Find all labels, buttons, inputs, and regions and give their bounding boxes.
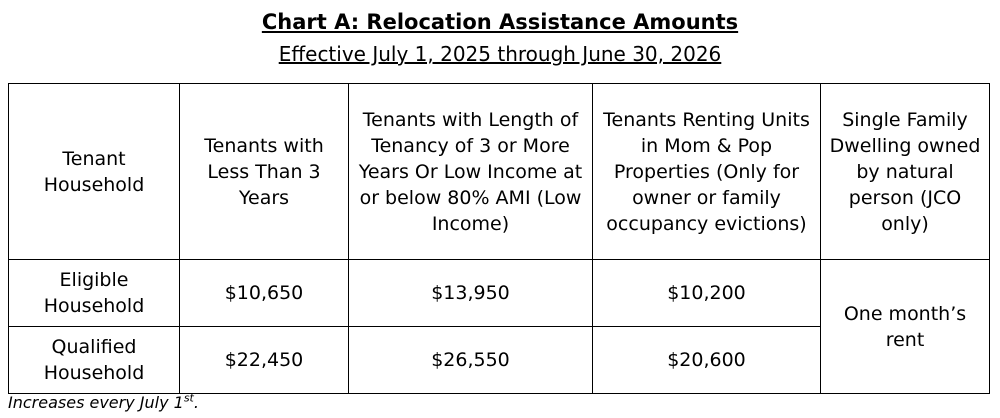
cell-qualified-3-plus: $26,550 xyxy=(349,327,593,394)
footnote-text: Increases every July 1 xyxy=(8,393,184,412)
table-header-row xyxy=(9,84,990,260)
cell-qualified-mom-and-pop: $20,600 xyxy=(593,327,821,394)
cell-eligible-mom-and-pop: $10,200 xyxy=(593,260,821,327)
footnote xyxy=(8,392,199,414)
cell-single-family-value: One month’s rent xyxy=(821,260,990,394)
table-row xyxy=(9,260,990,327)
row-label-qualified: Qualified Household xyxy=(9,327,180,394)
cell-eligible-less-than-3: $10,650 xyxy=(180,260,349,327)
cell-qualified-less-than-3: $22,450 xyxy=(180,327,349,394)
header-mom-and-pop: Tenants Renting Units in Mom & Pop Properties (Only for owner or family occupancy evictions) xyxy=(593,84,821,260)
header-3-plus-years-or-low-income: Tenants with Length of Tenancy of 3 or More Years Or Low Income at or below 80% AMI (Low Income) xyxy=(349,84,593,260)
chart-subtitle: Effective July 1, 2025 through June 30, 2026 xyxy=(278,42,722,66)
footnote-superscript: st xyxy=(183,391,194,405)
cell-eligible-3-plus: $13,950 xyxy=(349,260,593,327)
row-label-eligible: Eligible Household xyxy=(9,260,180,327)
header-less-than-3-years: Tenants with Less Than 3 Years xyxy=(180,84,349,260)
relocation-assistance-table xyxy=(8,83,990,394)
footnote-end: . xyxy=(193,393,199,412)
header-tenant-household: Tenant Household xyxy=(9,84,180,260)
chart-title: Chart A: Relocation Assistance Amounts xyxy=(261,10,739,34)
header-single-family-dwelling: Single Family Dwelling owned by natural person (JCO only) xyxy=(821,84,990,260)
